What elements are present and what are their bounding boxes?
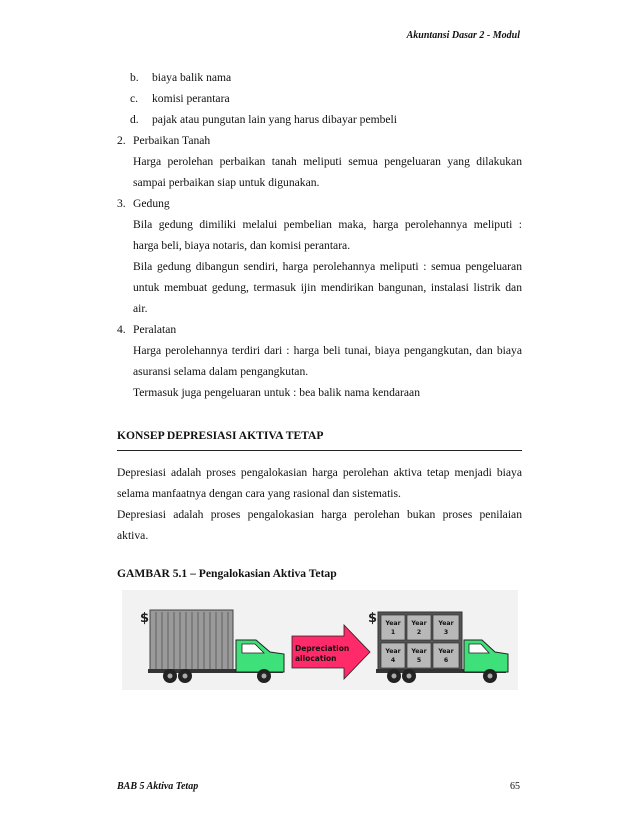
page-number: 65 (510, 781, 520, 792)
paragraph-line: selama manfaatnya dengan cara yang rasional dan sistematis. (117, 487, 401, 500)
year-box (433, 615, 459, 640)
paragraph-line: Depresiasi adalah proses pengalokasian harga perolehan aktiva tetap menjadi biaya (117, 466, 522, 479)
paragraph-line: sampai perbaikan siap untuk digunakan. (133, 176, 320, 189)
section-heading: KONSEP DEPRESIASI AKTIVA TETAP (117, 429, 324, 442)
year-number: 5 (416, 657, 422, 664)
list-marker: d. (130, 113, 139, 126)
paragraph-line: Termasuk juga pengeluaran untuk : bea balik nama kendaraan (133, 386, 420, 399)
list-item-title: Peralatan (133, 323, 177, 336)
money-bag-icon: $ (368, 611, 378, 626)
year-box (407, 615, 431, 640)
paragraph-line: untuk membuat gedung, termasuk ijin mendirikan bangunan, instalasi listrik dan (133, 281, 522, 294)
year-number: 1 (390, 629, 396, 636)
paragraph-line: Harga perolehannya terdiri dari : harga beli tunai, biaya pengangkutan, dan biaya (133, 344, 522, 357)
year-number: 3 (443, 629, 449, 636)
list-item-title: Gedung (133, 197, 170, 210)
list-number: 3. (117, 197, 126, 210)
year-number: 2 (416, 629, 422, 636)
paragraph-line: aktiva. (117, 529, 149, 542)
year-box (407, 643, 431, 668)
list-item: biaya balik nama (152, 71, 232, 84)
year-label: Year (438, 620, 454, 627)
paragraph-line: harga beli, biaya notaris, dan komisi perantara. (133, 239, 351, 252)
paragraph-line: Harga perolehan perbaikan tanah meliputi semua pengeluaran yang dilakukan (133, 155, 522, 168)
section-divider (117, 450, 522, 451)
paragraph-line: Bila gedung dimiliki melalui pembelian maka, harga perolehannya meliputi : (133, 218, 522, 231)
year-box (381, 615, 405, 640)
money-bag-icon: $ (140, 611, 150, 626)
paragraph-line: Depresiasi adalah proses pengalokasian harga perolehan bukan proses penilaian (117, 508, 522, 521)
list-marker: c. (130, 92, 139, 105)
figure-caption: GAMBAR 5.1 – Pengalokasian Aktiva Tetap (117, 567, 337, 580)
paragraph-line: asuransi selama dalam pengangkutan. (133, 365, 309, 378)
footer-chapter: BAB 5 Aktiva Tetap (117, 781, 199, 792)
year-label: Year (438, 648, 454, 655)
year-label: Year (385, 648, 401, 655)
arrow-label: Depreciation (295, 644, 350, 653)
list-marker: b. (130, 71, 139, 84)
year-number: 4 (390, 657, 396, 664)
list-number: 4. (117, 323, 126, 336)
year-label: Year (385, 620, 401, 627)
paragraph-line: air. (133, 302, 148, 315)
year-box (381, 643, 405, 668)
list-item: komisi perantara (152, 92, 230, 105)
paragraph-line: Bila gedung dibangun sendiri, harga perolehannya meliputi : semua pengeluaran (133, 260, 522, 273)
running-header: Akuntansi Dasar 2 - Modul (406, 30, 520, 41)
year-number: 6 (443, 657, 449, 664)
list-item: pajak atau pungutan lain yang harus dibayar pembeli (152, 113, 397, 126)
arrow-label: allocation (295, 654, 337, 663)
depreciation-figure (122, 590, 518, 690)
year-box (433, 643, 459, 668)
list-item-title: Perbaikan Tanah (133, 134, 211, 147)
list-number: 2. (117, 134, 126, 147)
year-label: Year (411, 620, 427, 627)
year-label: Year (411, 648, 427, 655)
